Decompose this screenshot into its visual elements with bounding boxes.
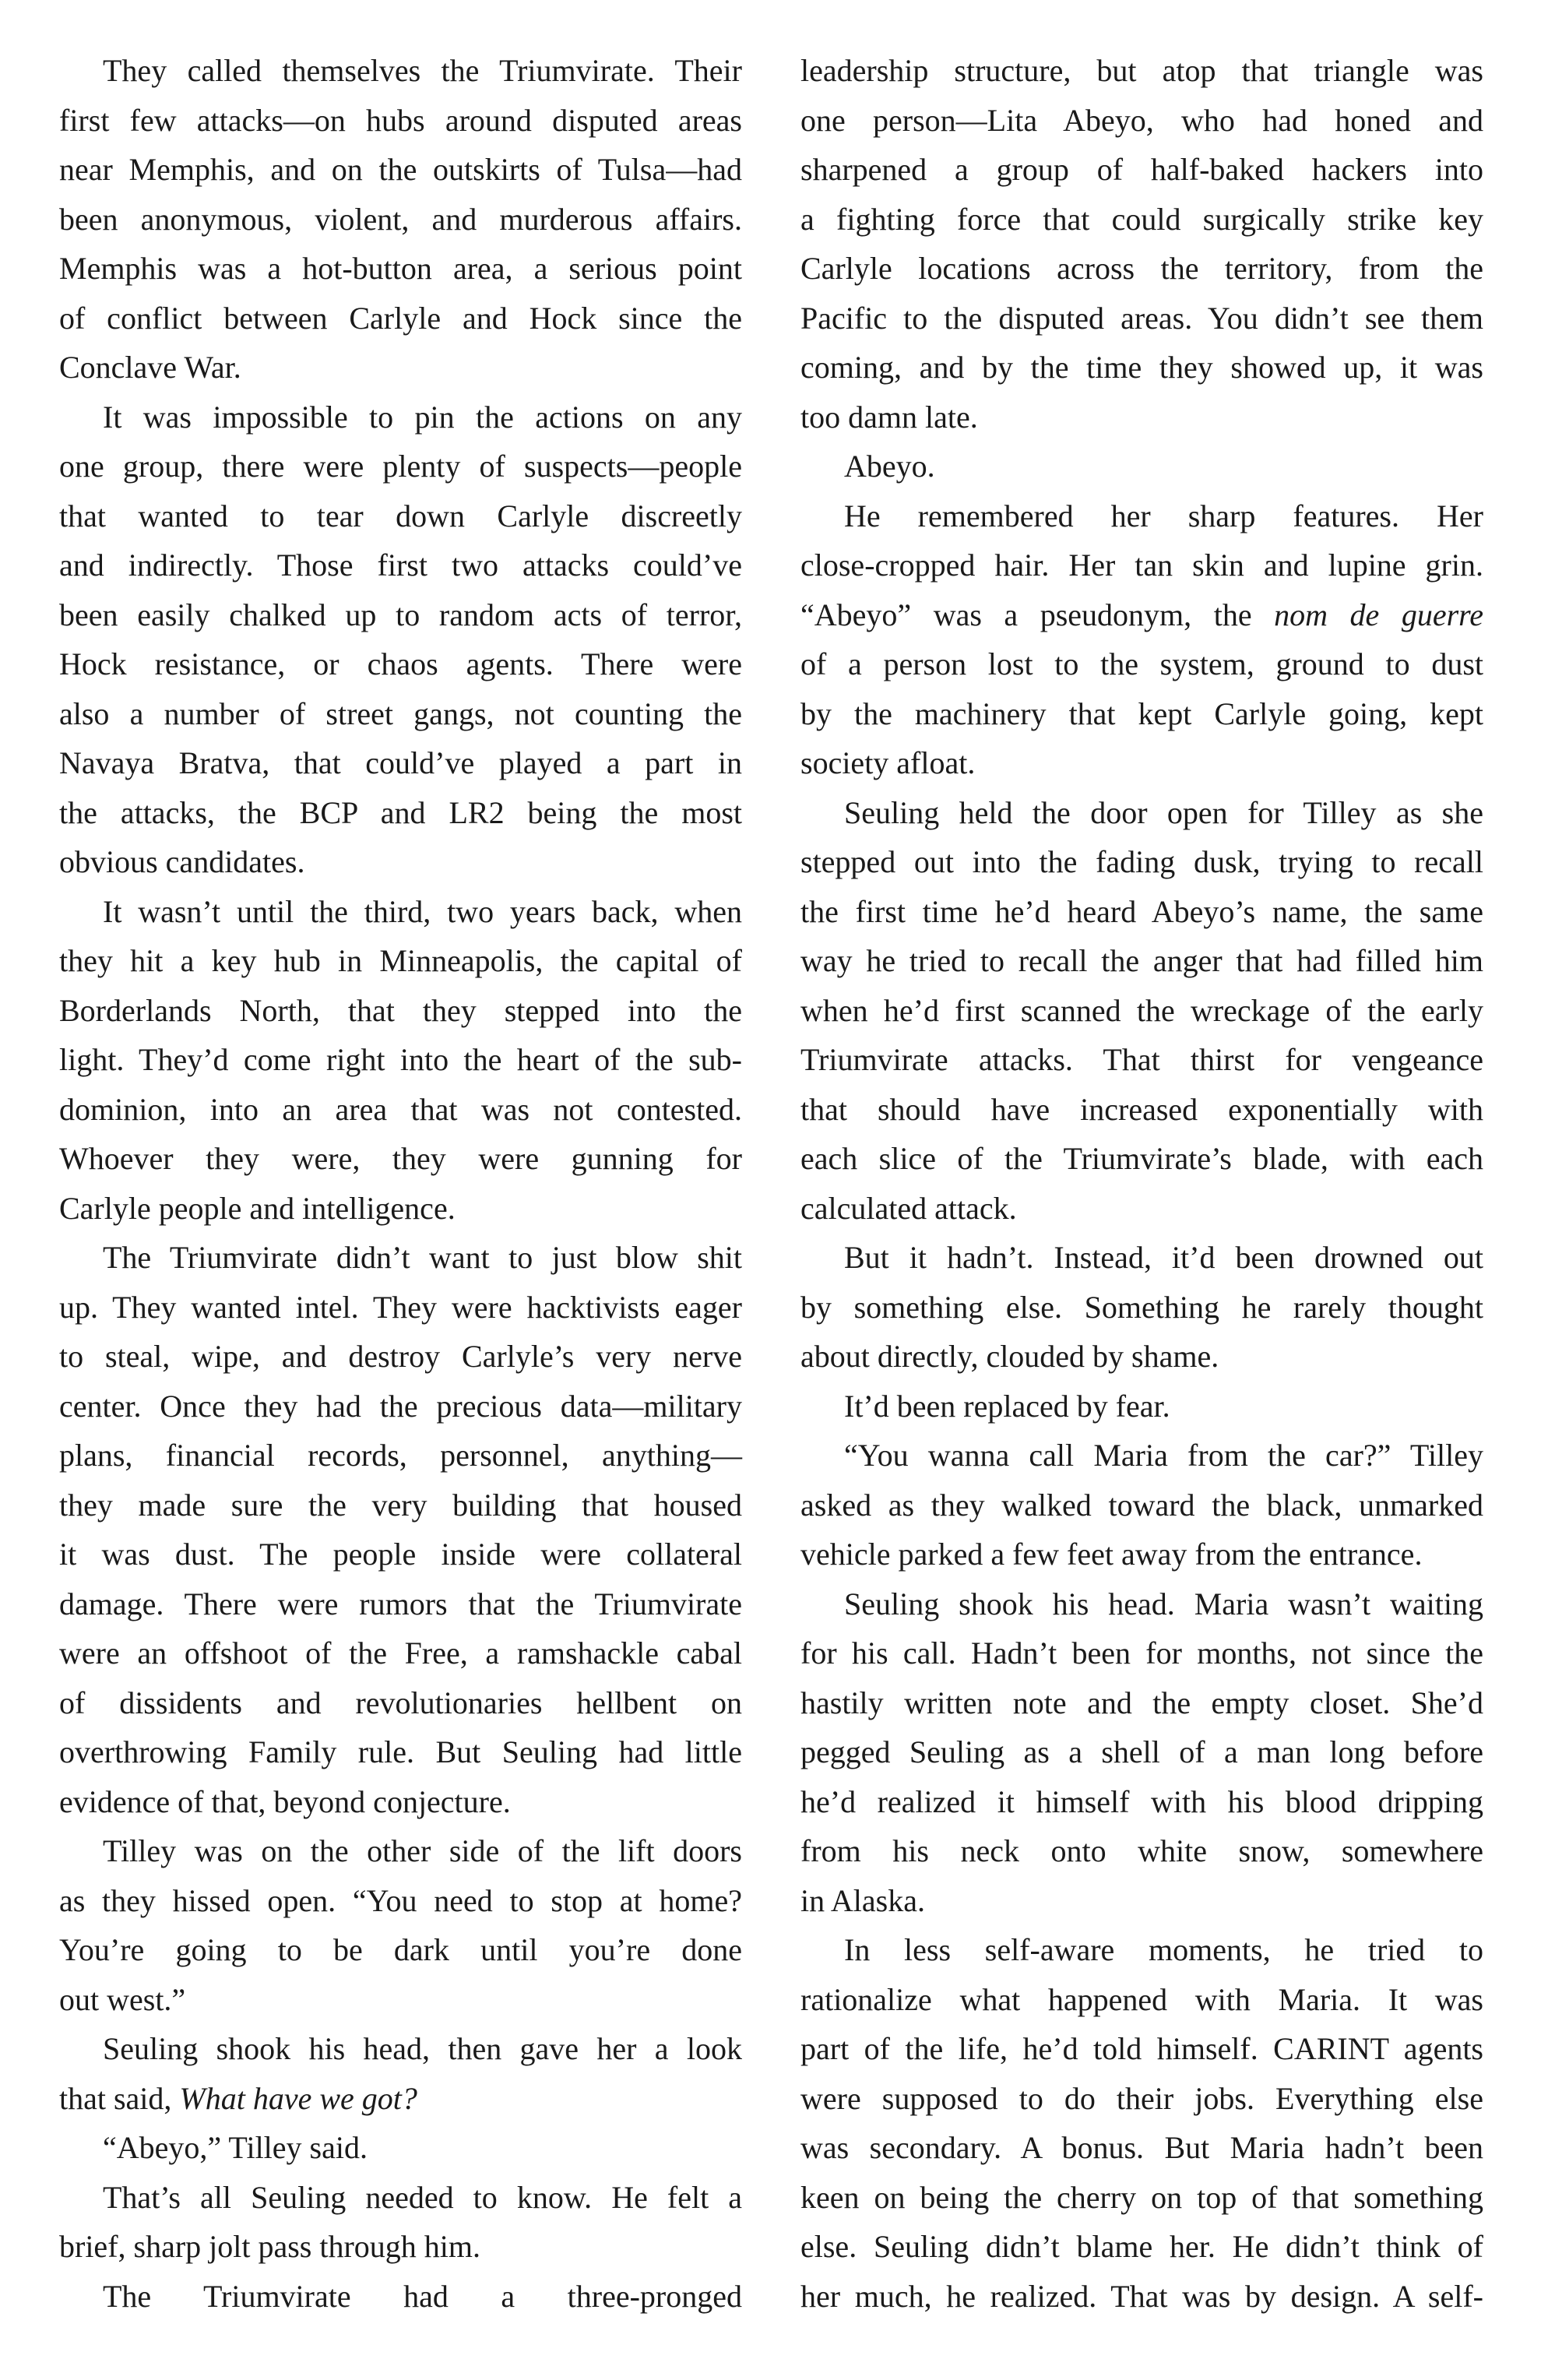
text-line: way he tried to recall the anger that had filled him (800, 943, 1483, 978)
paragraph (800, 46, 1483, 442)
text-line: been easily chalked up to random acts of terror, (59, 597, 742, 632)
text-line: Carlyle locations across the territory, from the (800, 251, 1483, 286)
text-line: first few attacks—on hubs around disputed areas (59, 102, 742, 138)
paragraph (59, 1233, 742, 1826)
right-column (800, 46, 1483, 2321)
text-line: they hit a key hub in Minneapolis, the capital of (59, 943, 742, 978)
text-line: her much, he realized. That was by design. A self- (800, 2278, 1483, 2314)
text-line: leadership structure, but atop that triangle was (800, 53, 1483, 88)
text-line: You’re going to be dark until you’re done (59, 1932, 742, 1967)
text-line: plans, financial records, personnel, anything— (59, 1438, 742, 1473)
text-line: asked as they walked toward the black, unmarked (800, 1487, 1483, 1523)
text-line: up. They wanted intel. They were hacktivists eager (59, 1289, 742, 1325)
paragraph (59, 887, 742, 1234)
text-line: rationalize what happened with Maria. It was (800, 1981, 1483, 2017)
text-line: when he’d first scanned the wreckage of the early (800, 992, 1483, 1028)
text-line: Seuling shook his head. Maria wasn’t waiting (844, 1586, 1483, 1621)
text-line: for his call. Hadn’t been for months, not since the (800, 1635, 1483, 1671)
text-line: also a number of street gangs, not counting the (59, 695, 742, 731)
text-line: were an offshoot of the Free, a ramshackle cabal (59, 1635, 742, 1671)
text-line: each slice of the Triumvirate’s blade, with each (800, 1141, 1483, 1176)
text-line: sharpened a group of half-baked hackers into (800, 152, 1483, 187)
paragraph (59, 2123, 742, 2173)
text-line: that wanted to tear down Carlyle discreetly (59, 498, 742, 533)
text-line: Navaya Bratva, that could’ve played a part in (59, 745, 742, 780)
text-line: Conclave War. (59, 350, 241, 385)
text-line: “Abeyo,” Tilley said. (103, 2130, 368, 2165)
text-line: one group, there were plenty of suspects—people (59, 449, 742, 484)
text-line: overthrowing Family rule. But Seuling had little (59, 1734, 742, 1769)
text-line: obvious candidates. (59, 844, 305, 879)
text-line: It’d been replaced by fear. (844, 1388, 1170, 1424)
text-line: damage. There were rumors that the Triumvirate (59, 1586, 742, 1621)
text-line: to steal, wipe, and destroy Carlyle’s very nerve (59, 1339, 742, 1374)
text-line: evidence of that, beyond conjecture. (59, 1783, 511, 1819)
text-line: of conflict between Carlyle and Hock since the (59, 300, 742, 336)
text-line: part of the life, he’d told himself. CARINT agents (800, 2031, 1483, 2066)
text-line: Borderlands North, that they stepped into the (59, 992, 742, 1028)
paragraph (800, 788, 1483, 1234)
text-line: pegged Seuling as a shell of a man long before (800, 1734, 1483, 1769)
text-line: They called themselves the Triumvirate. Their (103, 53, 742, 88)
text-line: Carlyle people and intelligence. (59, 1190, 456, 1226)
paragraph (59, 46, 742, 393)
text-line: of dissidents and revolutionaries hellbent on (59, 1685, 742, 1720)
paragraph (800, 491, 1483, 788)
text-line: In less self-aware moments, he tried to (844, 1932, 1483, 1967)
paragraph (800, 1233, 1483, 1382)
text-line: in Alaska. (800, 1882, 925, 1918)
paragraph (800, 1925, 1483, 2321)
text-line: Tilley was on the other side of the lift doors (103, 1833, 742, 1868)
text-line: by the machinery that kept Carlyle going, kept (800, 695, 1483, 731)
text-line: Seuling held the door open for Tilley as she (844, 794, 1483, 830)
text-line: That’s all Seuling needed to know. He felt a (103, 2179, 742, 2215)
text-line: was secondary. A bonus. But Maria hadn’t been (800, 2130, 1483, 2165)
paragraph (59, 2024, 742, 2123)
text-line: He remembered her sharp features. Her (844, 498, 1483, 533)
text-line: too damn late. (800, 399, 978, 435)
text-line: light. They’d come right into the heart of the sub- (59, 1042, 742, 1077)
text-line: Triumvirate attacks. That thirst for vengeance (800, 1042, 1483, 1077)
text-line: Hock resistance, or chaos agents. There were (59, 646, 742, 681)
text-line: were supposed to do their jobs. Everything else (800, 2080, 1483, 2116)
text-line: Whoever they were, they were gunning for (59, 1141, 742, 1176)
text-line: they made sure the very building that housed (59, 1487, 742, 1523)
text-line: out west.” (59, 1981, 186, 2017)
italic-text: What have we got? (179, 2080, 417, 2116)
text-line (800, 590, 1483, 640)
text-line: brief, sharp jolt pass through him. (59, 2229, 481, 2264)
text-line: stepped out into the fading dusk, trying to recall (800, 844, 1483, 879)
text-line: Pacific to the disputed areas. You didn’t see them (800, 300, 1483, 336)
text-line: The Triumvirate had a three-pronged (103, 2278, 742, 2314)
text-line: by something else. Something he rarely thought (800, 1289, 1483, 1325)
text-line: keen on being the cherry on top of that something (800, 2179, 1483, 2215)
paragraph (59, 1826, 742, 2024)
text-line: calculated attack. (800, 1190, 1017, 1226)
text-line: vehicle parked a few feet away from the entrance. (800, 1537, 1423, 1572)
text-line: the first time he’d heard Abeyo’s name, the same (800, 893, 1483, 929)
text-line: It wasn’t until the third, two years back, when (103, 893, 742, 929)
paragraph (800, 1431, 1483, 1579)
text-line: else. Seuling didn’t blame her. He didn’t think of (800, 2229, 1483, 2264)
left-column (59, 46, 742, 2321)
text-line: it was dust. The people inside were collateral (59, 1537, 742, 1572)
text-line: Abeyo. (844, 449, 935, 484)
text-line: from his neck onto white snow, somewhere (800, 1833, 1483, 1868)
text-line: about directly, clouded by shame. (800, 1339, 1219, 1374)
text-line: The Triumvirate didn’t want to just blow shit (103, 1240, 742, 1275)
text-line: But it hadn’t. Instead, it’d been drowned out (844, 1240, 1483, 1275)
paragraph (800, 442, 1483, 491)
paragraph (59, 2173, 742, 2272)
text-segment: “Abeyo” was a pseudonym, the (800, 597, 1275, 632)
text-line: of a person lost to the system, ground to dust (800, 646, 1483, 681)
text-line: coming, and by the time they showed up, it was (800, 350, 1483, 385)
text-segment: that said, (59, 2080, 180, 2116)
text-line: one person—Lita Abeyo, who had honed and (800, 102, 1483, 138)
text-line: been anonymous, violent, and murderous affairs. (59, 201, 742, 237)
text-line: Memphis was a hot-button area, a serious point (59, 251, 742, 286)
paragraph (800, 1382, 1483, 1431)
text-line: the attacks, the BCP and LR2 being the most (59, 794, 742, 830)
text-line: close-cropped hair. Her tan skin and lupine grin. (800, 547, 1483, 583)
text-line: hastily written note and the empty closet. She’d (800, 1685, 1483, 1720)
text-line: It was impossible to pin the actions on any (103, 399, 742, 435)
text-line: that should have increased exponentially with (800, 1091, 1483, 1127)
text-line: center. Once they had the precious data—military (59, 1388, 742, 1424)
text-line: “You wanna call Maria from the car?” Tilley (844, 1438, 1483, 1473)
italic-text: nom de guerre (1274, 597, 1484, 632)
text-line (59, 2074, 742, 2124)
paragraph (800, 1579, 1483, 1926)
paragraph (59, 2272, 742, 2322)
text-line: dominion, into an area that was not contested. (59, 1091, 742, 1127)
text-line: and indirectly. Those first two attacks could’ve (59, 547, 742, 583)
text-line: near Memphis, and on the outskirts of Tulsa—had (59, 152, 742, 187)
paragraph (59, 393, 742, 887)
text-line: a fighting force that could surgically strike key (800, 201, 1483, 237)
text-line: Seuling shook his head, then gave her a look (103, 2031, 742, 2066)
text-line: as they hissed open. “You need to stop at home? (59, 1882, 742, 1918)
text-line: he’d realized it himself with his blood dripping (800, 1783, 1483, 1819)
text-line: society afloat. (800, 745, 976, 780)
